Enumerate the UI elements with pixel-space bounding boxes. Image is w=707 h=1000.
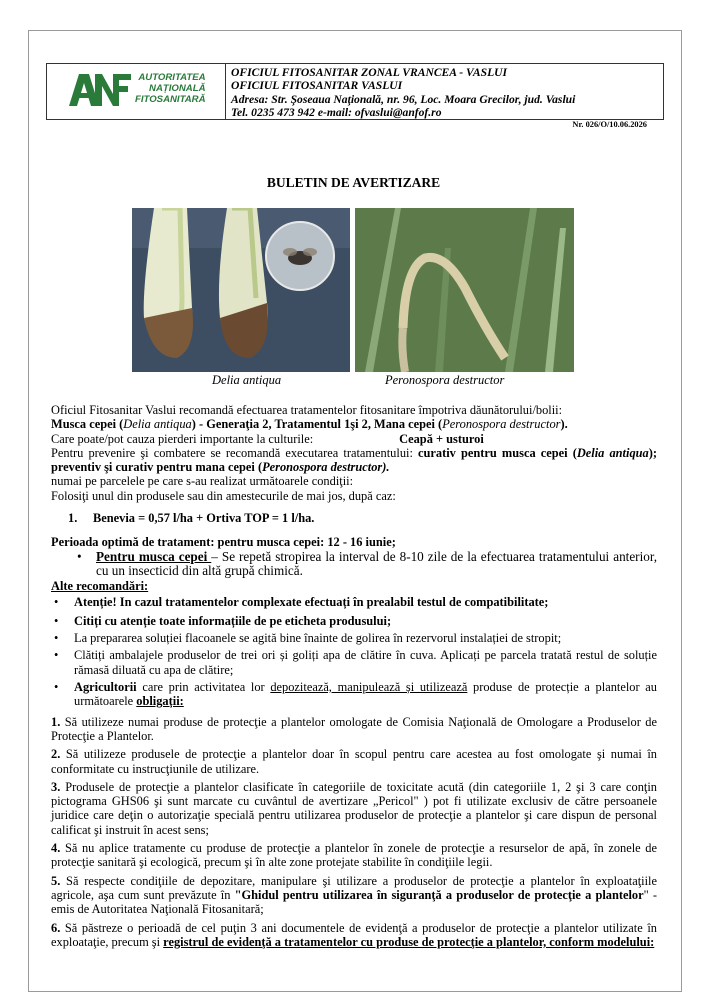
product-number: 1. xyxy=(68,511,78,526)
bullet-compat xyxy=(51,595,657,609)
office-contact: Tel. 0235 473 942 e-mail: ofvaslui@anfof.ro xyxy=(231,105,442,119)
obligation-2-num: 2. xyxy=(51,747,61,762)
logo-text xyxy=(135,72,206,105)
bullet-label xyxy=(51,614,657,628)
onion-mildew-photo xyxy=(355,208,574,372)
logo-line-3: FITOSANITARĂ xyxy=(135,94,206,105)
treatment-musca: curativ pentru musca cepei ( xyxy=(418,445,577,460)
pest-1-gen: ) - Generaţia 2, Tratamentul 1şi 2, Mana cepei ( xyxy=(191,417,443,432)
caption-delia: Delia antiqua xyxy=(212,373,282,387)
anf-logo-icon xyxy=(69,74,131,106)
crops-value: Ceapă + usturoi xyxy=(399,431,484,446)
bulletin-body xyxy=(51,403,657,949)
obligation-2 xyxy=(51,747,657,776)
musca-label: Pentru musca cepei xyxy=(96,548,212,564)
bullet-rinse: • Clătiți ambalajele produselor de trei ori și goliți apa de clătire în cuva. Aplicați pe parcela tratată restul de soluție rămasă diluată cu apa de clătire; xyxy=(51,648,657,677)
bullet-prep: • La prepararea soluției flacoanele se agită bine înainte de golirea în rezervorul instalației de stropit; xyxy=(51,631,657,645)
obligation-6-text: Să păstreze o perioadă de cel puţin 3 ani documentele de evidenţă a produselor de protecţie a plantelor utilizate în exploataţie, precum şi xyxy=(51,920,657,949)
farmers-activities: depozitează, manipulează și utilizează xyxy=(270,680,468,695)
farmers-text-2: produse de protecție a plantelor au următoarele xyxy=(74,680,657,709)
optimal-period: Perioada optimă de tratament: pentru musca cepei: 12 - 16 iunie; xyxy=(51,535,396,550)
pest-1: Musca cepei ( xyxy=(51,417,124,432)
obligation-4-num: 4. xyxy=(51,841,61,856)
obligation-6-num: 6. xyxy=(51,920,61,935)
obligation-5-issuer: " - emis de Autoritatea Naţională Fitosanitară; xyxy=(51,887,657,917)
crops-label: Care poate/pot cauza pierderi importante la culturile: xyxy=(51,431,314,446)
bullet-compat-text: Atenție! In cazul tratamentelor complexate efectuați în prealabil testul de compatibilitate; xyxy=(74,594,549,609)
letterhead xyxy=(46,63,664,120)
obligation-2-text: Să utilizeze produsele de protecţie a plantelor doar în scopul pentru care acestea au fost omologate şi numai în conformitate cu instrucţiunile de utilizare. xyxy=(51,747,657,776)
logo-line-1: AUTORITATEA xyxy=(138,72,206,83)
farmers-label: Agricultorii xyxy=(74,680,137,695)
bullet-label-text: Citiți cu atenție toate informațiile de pe eticheta produsului; xyxy=(74,613,392,628)
office-local: OFICIUL FITOSANITAR VASLUI xyxy=(231,79,403,93)
anf-logo xyxy=(47,64,226,119)
intro-line-1: Oficiul Fitosanitar Vaslui recomandă efectuarea tratamentelor fitosanitare împotriva dăunătorului/bolii: xyxy=(51,403,563,417)
obligation-5 xyxy=(51,874,657,917)
farmers-text-1: care prin activitatea lor xyxy=(136,680,271,695)
farmers-obligations: obligații: xyxy=(136,694,184,709)
pest-2-latin: Peronospora destructor xyxy=(442,417,561,432)
pest-2-close: ). xyxy=(560,417,568,432)
obligations-list xyxy=(51,715,657,949)
obligation-3-text: Produsele de protecţie a plantelor clasificate în categoriile de toxicitate acută (din categoriile 1, 2 şi 3 care conţin pictograma GHS06 şi sunt marcate cu cuvântul de avertizare „Pericol" ) pot fi utilizate exclusiv de către persoanele juridice care deţin o autorizaţie specială pentru utilizarea produselor de protecţie a plantelor şi care dispun de personal calificat şi instruit în acest sens; xyxy=(51,779,657,837)
intro-pests xyxy=(51,417,657,431)
obligation-6 xyxy=(51,921,657,950)
intro-treatment xyxy=(51,446,657,475)
page-title: BULETIN DE AVERTIZARE xyxy=(266,175,441,190)
intro-conditions: numai pe parcelele pe care s-au realizat următoarele condiţii: xyxy=(51,474,354,489)
obligation-1-text: Să utilizeze numai produse de protecţie a plantelor omologate de Comisia Naţională de Omologare a Produselor de Protecţie a Plantelor. xyxy=(51,714,657,743)
onion-pest-photo xyxy=(132,208,350,372)
logo-line-2: NAȚIONALĂ xyxy=(149,83,206,94)
alte-title: Alte recomandări: xyxy=(51,579,149,594)
obligation-1 xyxy=(51,715,657,744)
obligation-4-text: Să nu aplice tratamente cu produse de protecţie a plantelor în zonele de protecţie a resurselor de apă, în zonele de protecţie sanitară şi ecologică, precum şi în alte zone protejate stabilite în condiţiile legii. xyxy=(51,841,657,870)
musca-bullet xyxy=(51,550,657,580)
intro-products: Folosiţi unul din produsele sau din amestecurile de mai jos, după caz: xyxy=(51,488,396,503)
treatment-musca-latin: Delia antiqua xyxy=(576,445,649,460)
pest-1-latin: Delia antiqua xyxy=(123,417,192,432)
office-info xyxy=(226,64,575,119)
product-item xyxy=(68,511,657,525)
obligation-5-guide: "Ghidul pentru utilizarea în siguranţă a produselor de protecţie a plantelor xyxy=(234,887,644,902)
musca-text: – Se repetă stropirea la interval de 8-10 zile de la efectuarea tratamentului anterior, cu un insecticid din altă grupă chimică. xyxy=(96,548,657,579)
obligation-3 xyxy=(51,780,657,837)
obligation-5-num: 5. xyxy=(51,873,61,888)
treatment-label: Pentru prevenire şi combatere se recomandă executarea tratamentului: xyxy=(51,445,413,460)
intro-crops xyxy=(51,432,657,446)
obligation-5-text: Să respecte condiţiile de depozitare, manipulare şi utilizare a produselor de protecţie a plantelor în exploataţiile agricole, aşa cum sunt prevăzute în xyxy=(51,873,657,902)
obligation-4 xyxy=(51,841,657,870)
bullet-farmers xyxy=(51,680,657,709)
office-zonal: OFICIUL FITOSANITAR ZONAL VRANCEA - VASLUI xyxy=(231,66,508,79)
treatment-mana: ); preventiv şi curativ pentru mana cepei ( xyxy=(51,445,657,475)
document-number: Nr. 026/O/10.06.2026 xyxy=(572,120,647,129)
treatment-mana-latin: Peronospora destructor). xyxy=(262,460,390,475)
obligation-1-num: 1. xyxy=(51,714,61,729)
obligation-3-num: 3. xyxy=(51,779,61,794)
office-address: Adresa: Str. Şoseaua Naţională, nr. 96, Loc. Moara Grecilor, jud. Vaslui xyxy=(231,92,576,106)
obligation-6-register: registrul de evidenţă a tratamentelor cu produse de protecţie a plantelor, conform modelului: xyxy=(163,934,655,949)
caption-peronospora: Peronospora destructor xyxy=(385,373,505,387)
product-text: Benevia = 0,57 l/ha + Ortiva TOP = 1 l/ha. xyxy=(93,511,315,526)
